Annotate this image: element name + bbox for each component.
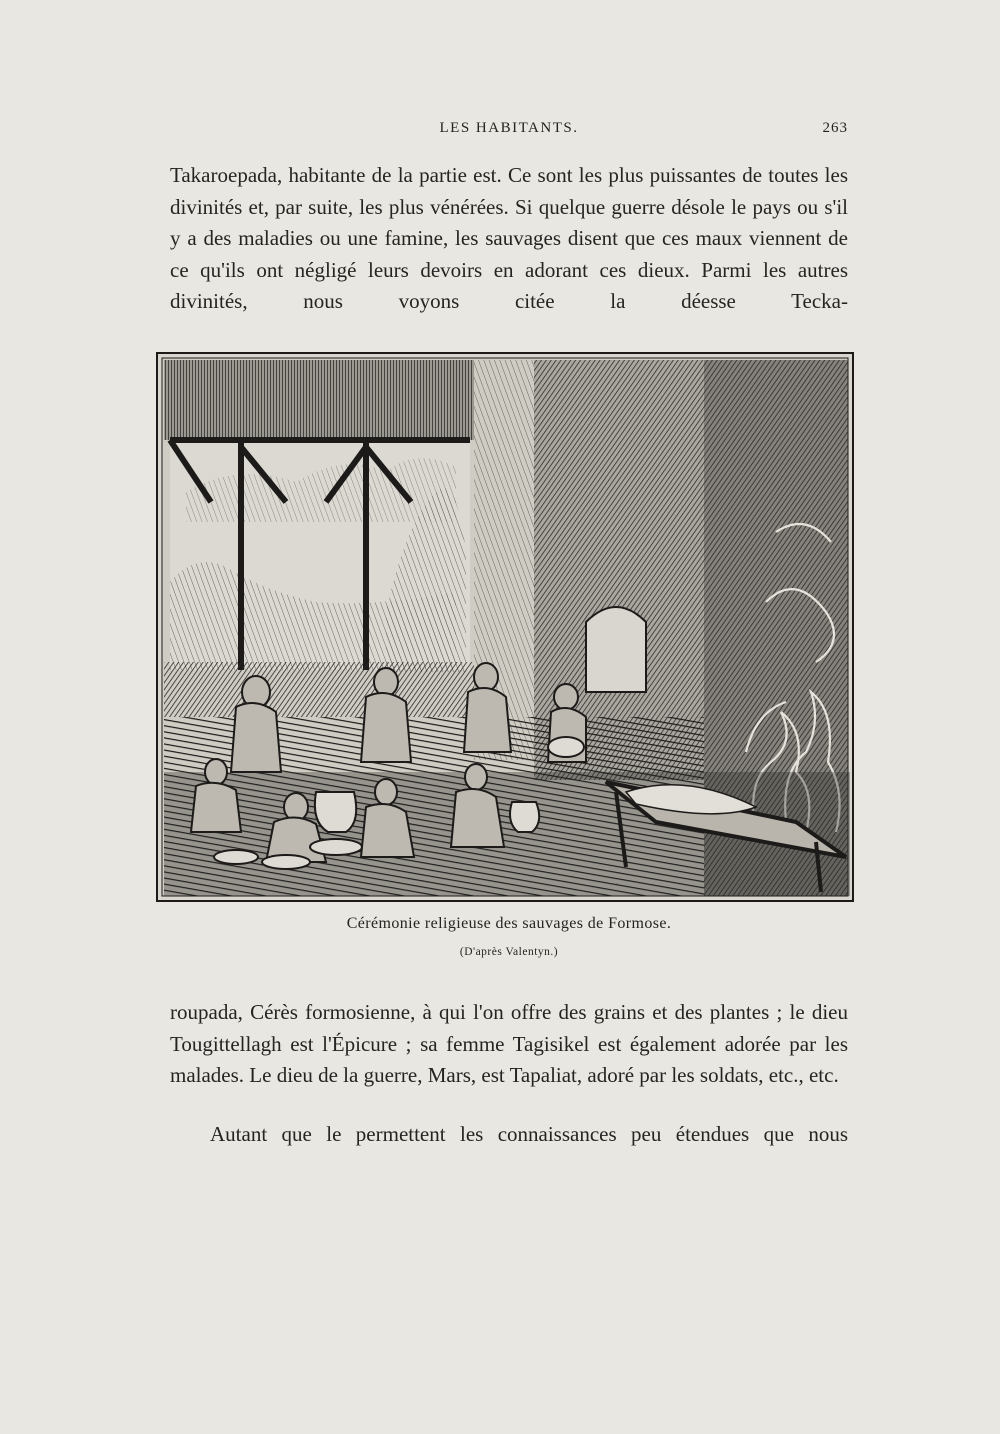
paragraph-last: Autant que le permettent les connaissances peu étendues que nous — [210, 1122, 848, 1146]
paragraph-bottom-text: roupada, Cérès formosienne, à qui l'on offre des grains et des plantes ; le dieu Tougittellagh est l'Épicure ; sa femme Tagisikel est également adorée par les malades. Le dieu de la guerre, Mars, est Tapaliat, adoré par les soldats, etc., etc. — [170, 1000, 848, 1087]
figure-caption: Cérémonie religieuse des sauvages de Formose. — [346, 915, 672, 932]
engraving-image — [156, 352, 854, 902]
running-title: LES HABITANTS. — [439, 120, 579, 136]
paragraph-bottom — [170, 997, 848, 1092]
page-number: 263 — [822, 120, 848, 136]
figure-credit: (D'après Valentyn.) — [459, 946, 559, 958]
running-head — [170, 118, 848, 142]
paragraph-top: Takaroepada, habitante de la partie est. Ce sont les plus puissantes de toutes les divinités et, par suite, les plus vénérées. Si quelque guerre désole le pays ou s'il y a des maladies ou une famine, les sauvages disent que ces maux viennent de ce qu'ils ont négligé leurs devoirs en adorant ces dieux. Parmi les autres divinités, nous voyons citée la déesse Tecka- — [170, 163, 848, 313]
engraving-illustration — [156, 352, 854, 902]
